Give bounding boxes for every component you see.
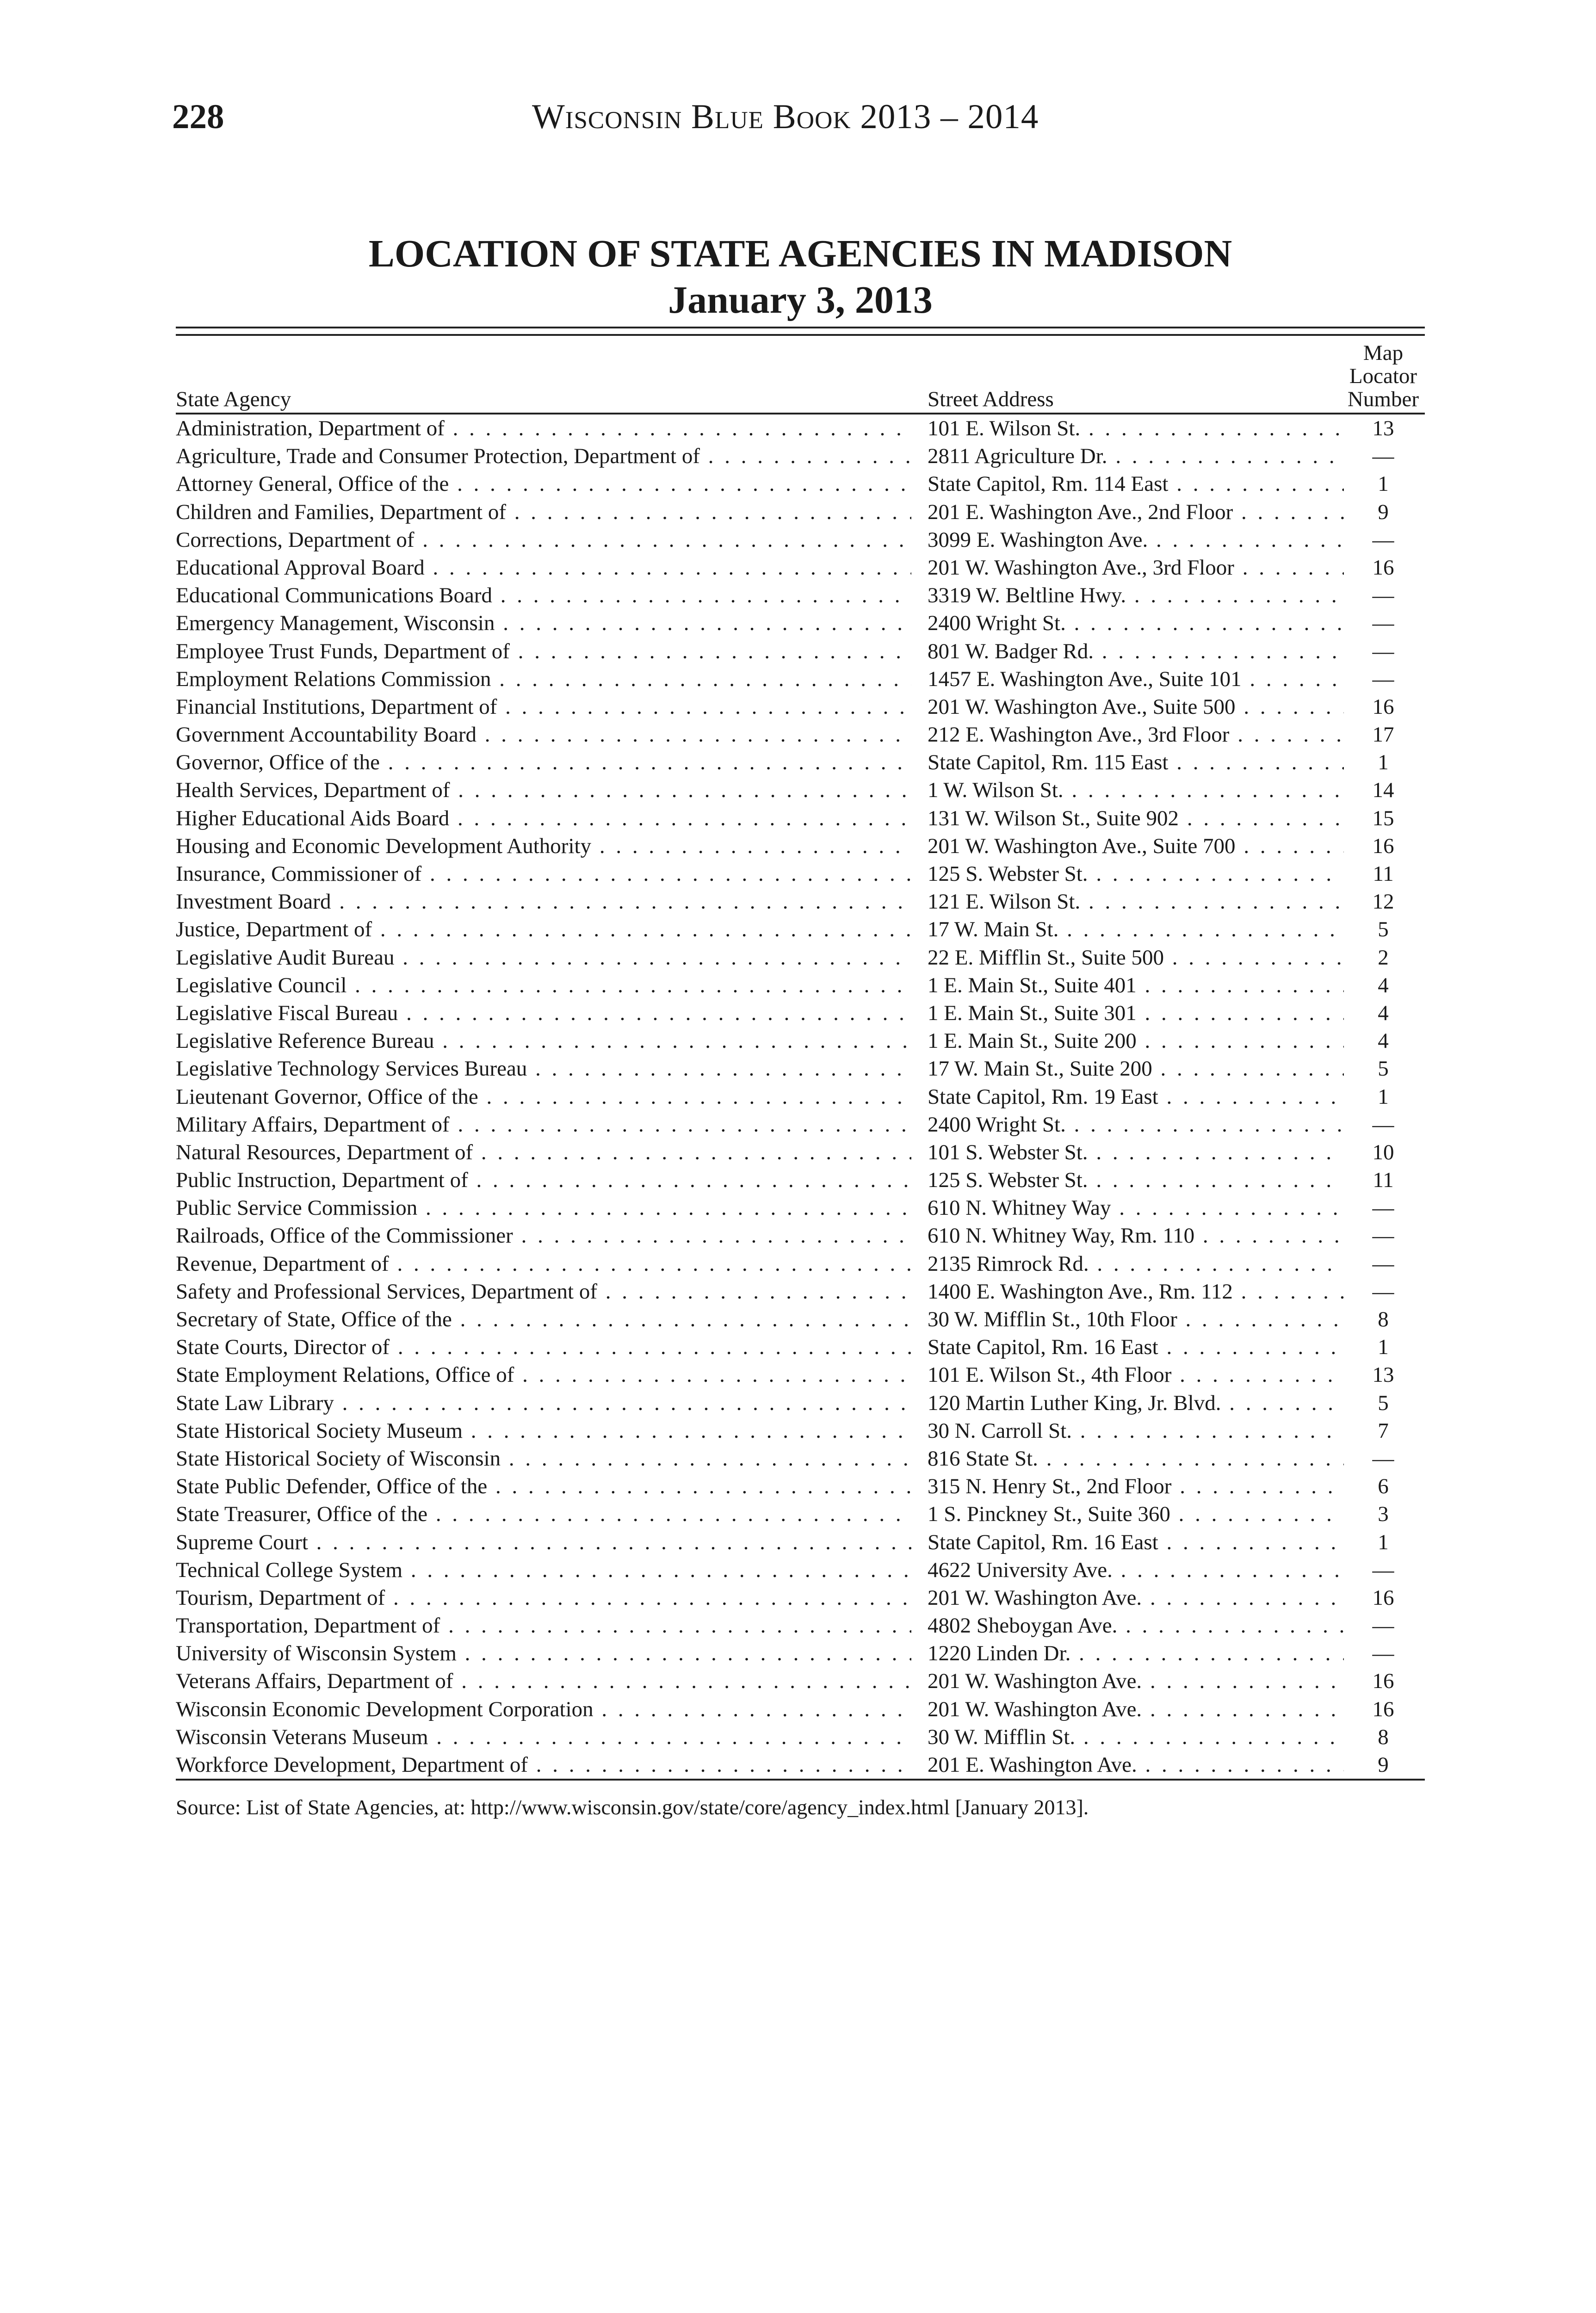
street-address: 101 E. Wilson St., 4th Floor . . . (928, 1361, 1344, 1389)
map-locator-number: 2 (1378, 945, 1389, 970)
street-address: 212 E. Washington Ave., 3rd Floor . . . (928, 721, 1344, 748)
table-row (176, 721, 1425, 748)
street-address: 1457 E. Washington Ave., Suite 101 . . . (928, 665, 1344, 693)
agency-name: State Courts, Director of . . . (176, 1333, 911, 1361)
map-locator-number: — (1372, 667, 1394, 691)
map-locator-number: 11 (1373, 1168, 1394, 1193)
street-address: 17 W. Main St. . . . (928, 915, 1344, 943)
map-locator-number: — (1372, 1224, 1394, 1248)
street-address: 1 E. Main St., Suite 301 . . . (928, 999, 1344, 1027)
source-note: Source: List of State Agencies, at: http://www.wisconsin.gov/state/core/agency_index.html [January 2013]. (176, 1795, 1089, 1819)
title-double-rule (176, 327, 1425, 336)
street-address: State Capitol, Rm. 115 East . . . (928, 748, 1344, 776)
agency-name: State Public Defender, Office of the . . . (176, 1472, 911, 1500)
street-address: 2400 Wright St. . . . (928, 1111, 1344, 1138)
agency-name: Insurance, Commissioner of . . . (176, 860, 911, 888)
agency-name: Governor, Office of the . . . (176, 748, 911, 776)
street-address: 3319 W. Beltline Hwy. . . . (928, 581, 1344, 609)
table-row (176, 1556, 1425, 1584)
table-row (176, 1055, 1425, 1082)
street-address: 125 S. Webster St. . . . (928, 1166, 1344, 1194)
table-row (176, 1250, 1425, 1278)
table-row (176, 1027, 1425, 1055)
agency-name: Legislative Technology Services Bureau . . . (176, 1055, 911, 1082)
street-address: 201 E. Washington Ave. . . . (928, 1751, 1344, 1779)
agency-name: Employee Trust Funds, Department of . . . (176, 637, 911, 665)
table-header (176, 338, 1425, 414)
street-address: 1 E. Main St., Suite 200 . . . (928, 1027, 1344, 1055)
map-locator-number: 1 (1378, 1084, 1389, 1109)
street-address: 17 W. Main St., Suite 200 . . . (928, 1055, 1344, 1082)
map-locator-number: — (1372, 1641, 1394, 1666)
street-address: 30 N. Carroll St. . . . (928, 1417, 1344, 1445)
map-locator-number: 4 (1378, 1001, 1389, 1025)
page-title: LOCATION OF STATE AGENCIES IN MADISON (368, 232, 1232, 275)
map-locator-number: — (1372, 1196, 1394, 1220)
table-row (176, 748, 1425, 776)
agency-name: Legislative Council . . . (176, 971, 911, 999)
agency-name: State Historical Society Museum . . . (176, 1417, 911, 1445)
agency-name: Veterans Affairs, Department of . . . (176, 1667, 911, 1695)
agency-name: State Historical Society of Wisconsin . . . (176, 1445, 911, 1472)
street-address: 30 W. Mifflin St., 10th Floor . . . (928, 1305, 1344, 1333)
table-row (176, 498, 1425, 526)
map-locator-number: 16 (1372, 834, 1394, 858)
street-address: 201 W. Washington Ave., Suite 500 . . . (928, 693, 1344, 721)
street-address: 2811 Agriculture Dr. . . . (928, 442, 1344, 470)
table-row (176, 1584, 1425, 1612)
table-row (176, 971, 1425, 999)
agency-name: Children and Families, Department of . . . (176, 498, 911, 526)
map-locator-number: 9 (1378, 500, 1389, 524)
street-address: 101 S. Webster St. . . . (928, 1138, 1344, 1166)
map-locator-number: 3 (1378, 1502, 1389, 1527)
street-address: 1 E. Main St., Suite 401 . . . (928, 971, 1344, 999)
table-row (176, 1417, 1425, 1445)
map-locator-number: 13 (1372, 416, 1394, 440)
agency-name: Attorney General, Office of the . . . (176, 470, 911, 498)
table-row (176, 1361, 1425, 1389)
table-row (176, 470, 1425, 498)
agency-name: Financial Institutions, Department of . . . (176, 693, 911, 721)
agency-name: Administration, Department of . . . (176, 414, 911, 442)
agency-name: Legislative Reference Bureau . . . (176, 1027, 911, 1055)
street-address: 120 Martin Luther King, Jr. Blvd. . . . (928, 1389, 1344, 1417)
map-locator-number: 16 (1372, 1697, 1394, 1721)
table-row (176, 915, 1425, 943)
table-row (176, 665, 1425, 693)
agency-name: Higher Educational Aids Board . . . (176, 804, 911, 832)
street-address: 2135 Rimrock Rd. . . . (928, 1250, 1344, 1278)
table-row (176, 609, 1425, 637)
street-address: 816 State St. . . . (928, 1445, 1344, 1472)
street-address: 3099 E. Washington Ave. . . . (928, 526, 1344, 554)
map-locator-number: 14 (1372, 778, 1394, 803)
table-row (176, 693, 1425, 721)
street-address: 1 S. Pinckney St., Suite 360 . . . (928, 1500, 1344, 1528)
page-number: 228 (172, 98, 224, 136)
street-address: 1220 Linden Dr. . . . (928, 1639, 1344, 1667)
table-row (176, 804, 1425, 832)
map-locator-number: 10 (1372, 1140, 1394, 1164)
agency-name: Legislative Fiscal Bureau . . . (176, 999, 911, 1027)
agency-name: Legislative Audit Bureau . . . (176, 944, 911, 971)
map-locator-number: 5 (1378, 1057, 1389, 1081)
map-locator-number: 4 (1378, 1029, 1389, 1053)
table-row (176, 776, 1425, 804)
street-address: 1400 E. Washington Ave., Rm. 112 . . . (928, 1278, 1344, 1305)
map-locator-number: 8 (1378, 1307, 1389, 1331)
street-address: 101 E. Wilson St. . . . (928, 414, 1344, 442)
map-locator-number: — (1372, 639, 1394, 663)
map-locator-number: 9 (1378, 1753, 1389, 1777)
table-row (176, 1500, 1425, 1528)
agency-name: Workforce Development, Department of . . . (176, 1751, 911, 1779)
table-row (176, 832, 1425, 860)
map-locator-number: 1 (1378, 1335, 1389, 1360)
running-title: Wisconsin Blue Book 2013 – 2014 (532, 98, 1039, 136)
street-address: 201 E. Washington Ave., 2nd Floor . . . (928, 498, 1344, 526)
street-address: 315 N. Henry St., 2nd Floor . . . (928, 1472, 1344, 1500)
street-address: State Capitol, Rm. 16 East . . . (928, 1333, 1344, 1361)
table-row (176, 1222, 1425, 1249)
street-address: 121 E. Wilson St. . . . (928, 888, 1344, 915)
agency-name: State Employment Relations, Office of . . . (176, 1361, 911, 1389)
map-locator-number: 1 (1378, 750, 1389, 775)
agency-name: Supreme Court . . . (176, 1528, 911, 1556)
map-locator-number: 13 (1372, 1363, 1394, 1387)
map-locator-number: — (1372, 527, 1394, 552)
map-locator-number: — (1372, 1112, 1394, 1137)
agency-name: Lieutenant Governor, Office of the . . . (176, 1083, 911, 1111)
table-row (176, 1695, 1425, 1723)
agency-name: Tourism, Department of . . . (176, 1584, 911, 1612)
map-locator-number: 12 (1372, 890, 1394, 914)
table-row (176, 1472, 1425, 1500)
agency-name: Educational Approval Board . . . (176, 554, 911, 581)
column-header-map (1342, 341, 1425, 411)
map-locator-number: 4 (1378, 973, 1389, 997)
street-address: 201 W. Washington Ave. . . . (928, 1584, 1344, 1612)
table-row (176, 526, 1425, 554)
table-row (176, 1528, 1425, 1556)
agency-name: State Treasurer, Office of the . . . (176, 1500, 911, 1528)
street-address: 131 W. Wilson St., Suite 902 . . . (928, 804, 1344, 832)
agency-name: University of Wisconsin System . . . (176, 1639, 911, 1667)
table-row (176, 442, 1425, 470)
map-locator-number: — (1372, 1251, 1394, 1276)
agency-table (176, 338, 1425, 1781)
agency-name: Wisconsin Economic Development Corporation . . . (176, 1695, 911, 1723)
table-row (176, 1612, 1425, 1639)
column-header-map-line1: Map (1363, 341, 1404, 365)
map-locator-number: — (1372, 1279, 1394, 1304)
agency-name: Housing and Economic Development Authority . . . (176, 832, 911, 860)
agency-name: Government Accountability Board . . . (176, 721, 911, 748)
table-row (176, 1389, 1425, 1417)
agency-name: Safety and Professional Services, Department of . . . (176, 1278, 911, 1305)
table-row (176, 414, 1425, 442)
map-locator-number: — (1372, 583, 1394, 608)
map-locator-number: 17 (1372, 723, 1394, 747)
agency-name: Secretary of State, Office of the . . . (176, 1305, 911, 1333)
street-address: 4802 Sheboygan Ave. . . . (928, 1612, 1344, 1639)
page-subtitle: January 3, 2013 (668, 278, 933, 322)
agency-name: Agriculture, Trade and Consumer Protection, Department of . . . (176, 442, 911, 470)
column-header-agency: State Agency (176, 387, 291, 411)
agency-name: Justice, Department of . . . (176, 915, 911, 943)
street-address: 201 W. Washington Ave., 3rd Floor . . . (928, 554, 1344, 581)
table-row (176, 888, 1425, 915)
map-locator-number: 1 (1378, 1530, 1389, 1554)
map-locator-number: — (1372, 1558, 1394, 1582)
table-row (176, 1138, 1425, 1166)
agency-name: Wisconsin Veterans Museum . . . (176, 1723, 911, 1751)
table-row (176, 637, 1425, 665)
agency-name: Employment Relations Commission . . . (176, 665, 911, 693)
street-address: 1 W. Wilson St. . . . (928, 776, 1344, 804)
map-locator-number: 7 (1378, 1418, 1389, 1443)
table-row (176, 554, 1425, 581)
agency-name: Technical College System . . . (176, 1556, 911, 1584)
map-locator-number: 8 (1378, 1725, 1389, 1749)
street-address: State Capitol, Rm. 19 East . . . (928, 1083, 1344, 1111)
table-row (176, 1639, 1425, 1667)
agency-name: Railroads, Office of the Commissioner . . . (176, 1222, 911, 1249)
agency-name: Investment Board . . . (176, 888, 911, 915)
street-address: State Capitol, Rm. 114 East . . . (928, 470, 1344, 498)
map-locator-number: 5 (1378, 1391, 1389, 1415)
table-row (176, 1305, 1425, 1333)
street-address: State Capitol, Rm. 16 East . . . (928, 1528, 1344, 1556)
street-address: 2400 Wright St. . . . (928, 609, 1344, 637)
agency-name: Transportation, Department of . . . (176, 1612, 911, 1639)
agency-name: Health Services, Department of . . . (176, 776, 911, 804)
agency-name: Public Service Commission . . . (176, 1194, 911, 1222)
agency-name: Natural Resources, Department of . . . (176, 1138, 911, 1166)
street-address: 201 W. Washington Ave. . . . (928, 1695, 1344, 1723)
agency-name: Emergency Management, Wisconsin . . . (176, 609, 911, 637)
table-row (176, 1111, 1425, 1138)
street-address: 610 N. Whitney Way, Rm. 110 . . . (928, 1222, 1344, 1249)
map-locator-number: 16 (1372, 1585, 1394, 1610)
street-address: 4622 University Ave. . . . (928, 1556, 1344, 1584)
table-body (176, 414, 1425, 1781)
table-row (176, 581, 1425, 609)
agency-name: Military Affairs, Department of . . . (176, 1111, 911, 1138)
street-address: 801 W. Badger Rd. . . . (928, 637, 1344, 665)
table-row (176, 1166, 1425, 1194)
table-row (176, 1723, 1425, 1751)
table-row (176, 944, 1425, 971)
table-row (176, 1445, 1425, 1472)
table-row (176, 1278, 1425, 1305)
agency-name: State Law Library . . . (176, 1389, 911, 1417)
map-locator-number: — (1372, 611, 1394, 636)
table-row (176, 860, 1425, 888)
street-address: 125 S. Webster St. . . . (928, 860, 1344, 888)
map-locator-number: 16 (1372, 555, 1394, 580)
map-locator-number: 16 (1372, 1669, 1394, 1694)
map-locator-number: — (1372, 1446, 1394, 1471)
map-locator-number: — (1372, 1614, 1394, 1638)
table-row (176, 1194, 1425, 1222)
map-locator-number: 5 (1378, 917, 1389, 942)
street-address: 30 W. Mifflin St. . . . (928, 1723, 1344, 1751)
agency-name: Corrections, Department of . . . (176, 526, 911, 554)
map-locator-number: 15 (1372, 806, 1394, 830)
agency-name: Revenue, Department of . . . (176, 1250, 911, 1278)
table-row (176, 1751, 1425, 1781)
table-row (176, 1333, 1425, 1361)
map-locator-number: 16 (1372, 694, 1394, 719)
street-address: 22 E. Mifflin St., Suite 500 . . . (928, 944, 1344, 971)
column-header-address: Street Address (928, 387, 1054, 411)
street-address: 201 W. Washington Ave. . . . (928, 1667, 1344, 1695)
table-row (176, 999, 1425, 1027)
column-header-map-line3: Number (1347, 387, 1419, 411)
map-locator-number: — (1372, 444, 1394, 469)
agency-name: Educational Communications Board . . . (176, 581, 911, 609)
agency-name: Public Instruction, Department of . . . (176, 1166, 911, 1194)
table-row (176, 1083, 1425, 1111)
map-locator-number: 6 (1378, 1474, 1389, 1499)
street-address: 201 W. Washington Ave., Suite 700 . . . (928, 832, 1344, 860)
map-locator-number: 11 (1373, 862, 1394, 886)
map-locator-number: 1 (1378, 472, 1389, 496)
column-header-map-line2: Locator (1349, 364, 1417, 388)
table-row (176, 1667, 1425, 1695)
street-address: 610 N. Whitney Way . . . (928, 1194, 1344, 1222)
